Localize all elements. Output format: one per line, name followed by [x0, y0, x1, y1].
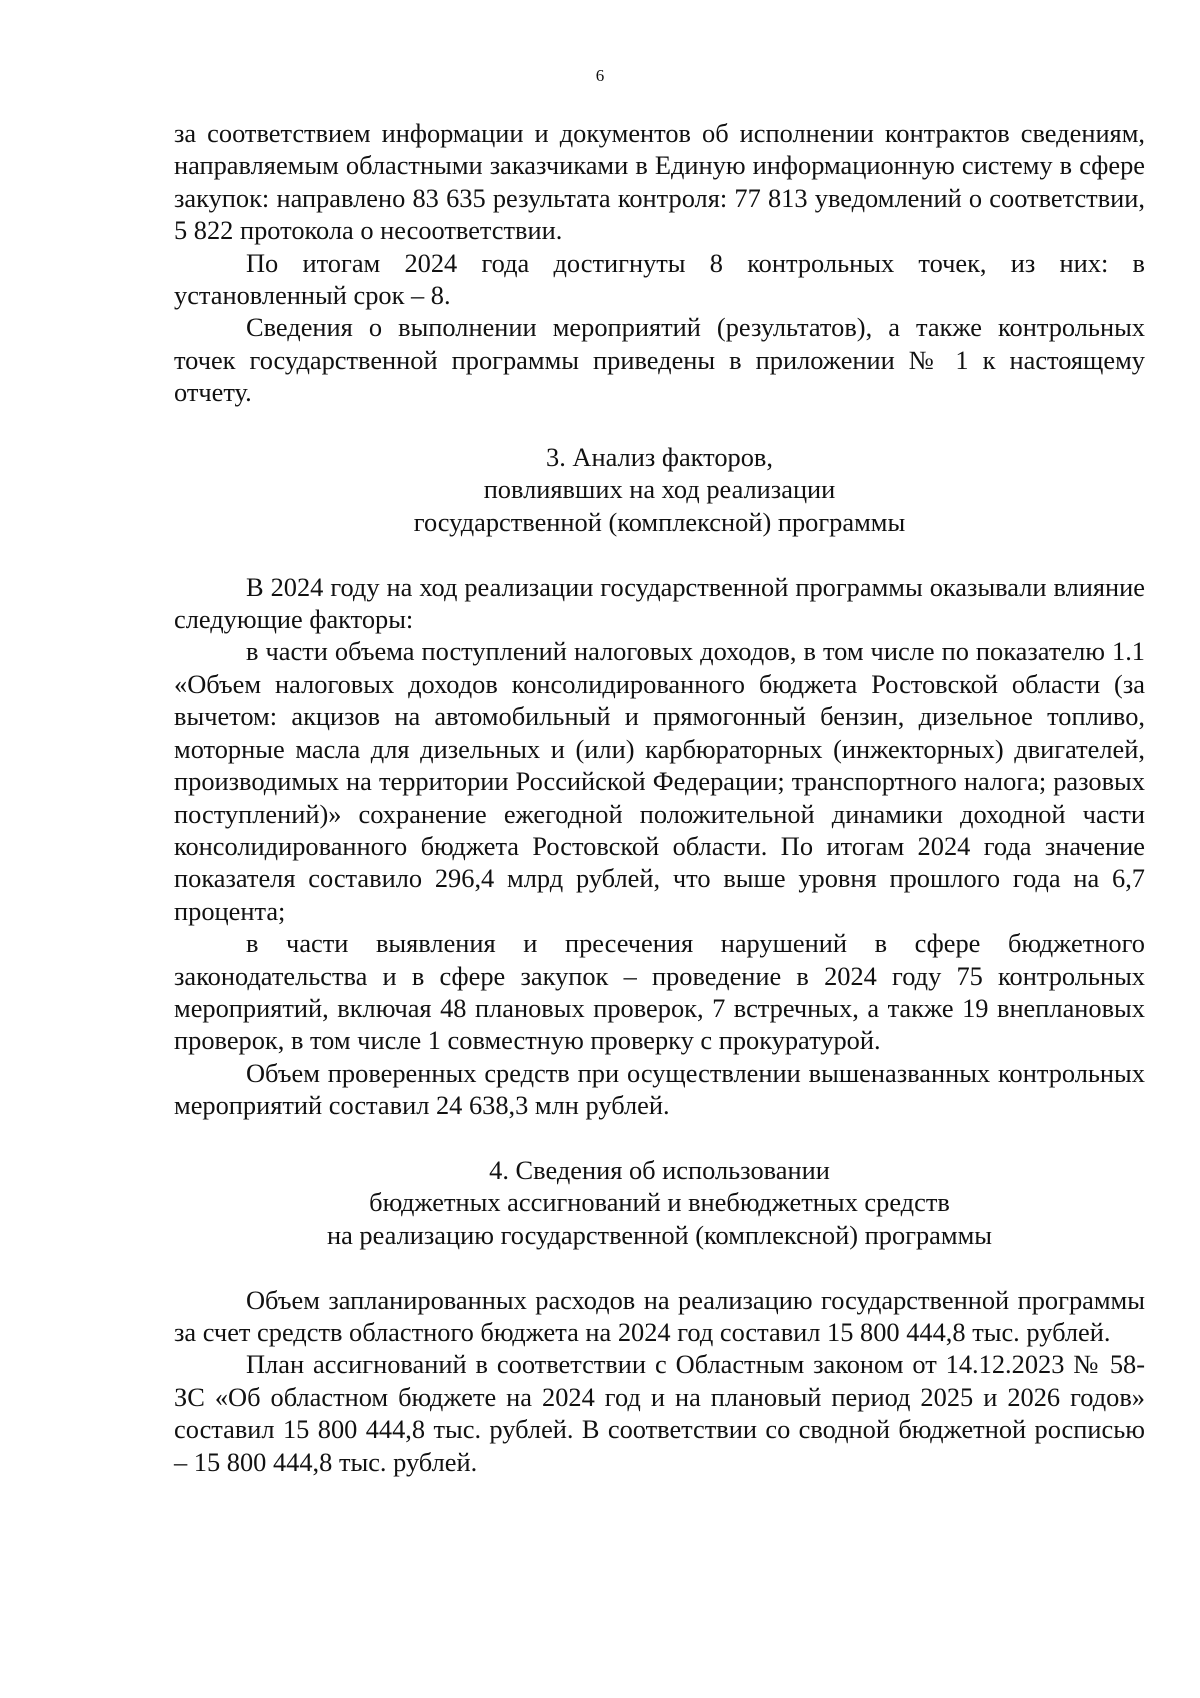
paragraph-intro-continuation: за соответствием информации и документов об исполнении контрактов сведениям, направляемым областными заказчиками в Единую информационную систему в сфере закупок: направлено 83 635 результата контроля: 77 813 уведомлений о соответствии, 5 822 протокола о несоответствии. [174, 118, 1145, 246]
section-3-heading-line: государственной (комплексной) программы [413, 506, 906, 537]
section-4-paragraph: План ассигнований в соответствии с Областным законом от 14.12.2023 № 58-ЗС «Об областном бюджете на 2024 год и на плановый период 2025 и 2026 годов» составил 15 800 444,8 тыс. рублей. В соответствии со сводной бюджетной росписью – 15 800 444,8 тыс. рублей. [174, 1349, 1145, 1477]
document-body [174, 117, 1145, 1478]
section-3-paragraph: Объем проверенных средств при осуществлении вышеназванных контрольных мероприятий составил 24 638,3 млн рублей. [174, 1057, 1145, 1121]
paragraph-appendix-reference: Сведения о выполнении мероприятий (результатов), а также контрольных точек государственной программы приведены в приложении № 1 к настоящему отчету. [174, 312, 1145, 408]
section-4-paragraph: Объем запланированных расходов на реализацию государственной программы за счет средств областного бюджета на 2024 год составил 15 800 444,8 тыс. рублей. [174, 1284, 1145, 1347]
section-4-heading-line: на реализацию государственной (комплексной) программы [326, 1219, 993, 1250]
section-3-heading-line: повлиявших на ход реализации [483, 474, 836, 505]
paragraph-control-points: По итогам 2024 года достигнуты 8 контрольных точек, из них: в установленный срок – 8. [174, 247, 1145, 311]
spacer [174, 1251, 1145, 1283]
section-3-paragraph: в части выявления и пресечения нарушений в сфере бюджетного законодательства и в сфере закупок – проведение в 2024 году 75 контрольных мероприятий, включая 48 плановых проверок, 7 встречных, а также 19 внеплановых проверок, в том числе 1 совместную проверку с прокуратурой. [174, 928, 1145, 1056]
section-3-heading [174, 441, 1145, 538]
spacer [174, 1122, 1145, 1154]
spacer [174, 538, 1145, 570]
section-4-heading-line: 4. Сведения об использовании [489, 1154, 830, 1185]
section-4-heading-line: бюджетных ассигнований и внебюджетных средств [369, 1187, 950, 1218]
section-3-paragraph: В 2024 году на ход реализации государственной программы оказывали влияние следующие факторы: [174, 571, 1145, 635]
section-3-paragraph: в части объема поступлений налоговых доходов, в том числе по показателю 1.1 «Объем налоговых доходов консолидированного бюджета Ростовской области (за вычетом: акцизов на автомобильный и прямогонный бензин, дизельное топливо, моторные масла для дизельных и (или) карбюраторных (инжекторных) двигателей, производимых на территории Российской Федерации; транспортного налога; разовых поступлений)» сохранение ежегодной положительной динамики доходной части консолидированного бюджета Ростовской области. По итогам 2024 года значение показателя составило 296,4 млрд рублей, что выше уровня прошлого года на 6,7 процента; [174, 636, 1145, 926]
spacer [174, 409, 1145, 441]
section-3-heading-line: 3. Анализ факторов, [546, 442, 773, 473]
section-4-heading [174, 1154, 1145, 1251]
page-number: 6 [595, 66, 605, 85]
